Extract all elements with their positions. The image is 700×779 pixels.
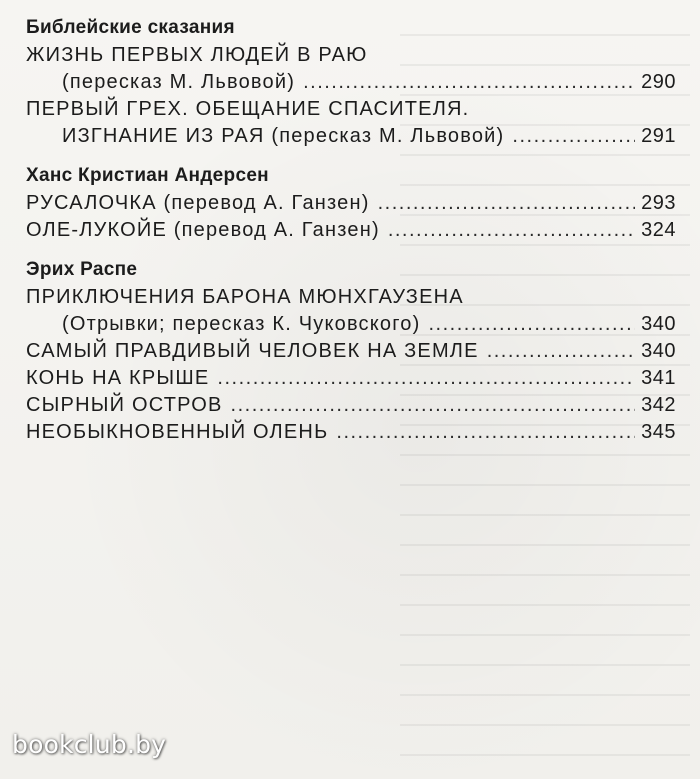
page-number: 324: [641, 219, 676, 241]
toc-entry: [26, 365, 676, 392]
toc-entry: [26, 217, 676, 244]
entry-subtitle: (Отрывки; пересказ К. Чуковского): [62, 313, 421, 335]
dot-leader: [512, 123, 635, 150]
entry-title: СЫРНЫЙ ОСТРОВ: [26, 394, 223, 416]
section-author: Эрих Распе: [26, 259, 138, 280]
toc-section: [26, 16, 676, 150]
entry-title: САМЫЙ ПРАВДИВЫЙ ЧЕЛОВЕК НА ЗЕМЛЕ: [26, 340, 479, 362]
entry-title: ПРИКЛЮЧЕНИЯ БАРОНА МЮНХГАУЗЕНА: [26, 286, 464, 308]
page-number: 291: [641, 125, 676, 147]
toc-section: [26, 258, 676, 446]
entry-title: КОНЬ НА КРЫШЕ: [26, 367, 210, 389]
dot-leader: [231, 392, 636, 419]
toc-section: [26, 164, 676, 244]
table-of-contents: [26, 16, 676, 460]
dot-leader: [388, 217, 635, 244]
page-number: 340: [641, 340, 676, 362]
dot-leader: [336, 419, 635, 446]
entry-title: ПЕРВЫЙ ГРЕХ. ОБЕЩАНИЕ СПАСИТЕЛЯ.: [26, 98, 470, 120]
toc-entry: [26, 42, 676, 96]
entry-title: РУСАЛОЧКА (перевод А. Ганзен): [26, 192, 370, 214]
toc-entry: [26, 96, 676, 150]
dot-leader: [428, 311, 635, 338]
section-author: Библейские сказания: [26, 17, 235, 38]
toc-entry: [26, 284, 676, 338]
toc-entry: [26, 392, 676, 419]
dot-leader: [487, 338, 635, 365]
entry-title: НЕОБЫКНОВЕННЫЙ ОЛЕНЬ: [26, 421, 329, 443]
dot-leader: [303, 69, 635, 96]
toc-entry: [26, 190, 676, 217]
toc-entry: [26, 419, 676, 446]
entry-subtitle: ИЗГНАНИЕ ИЗ РАЯ (пересказ М. Львовой): [62, 125, 505, 147]
section-author: Ханс Кристиан Андерсен: [26, 165, 269, 186]
toc-entry: [26, 338, 676, 365]
entry-title: ОЛЕ-ЛУКОЙЕ (перевод А. Ганзен): [26, 219, 380, 241]
page-number: 340: [641, 313, 676, 335]
page-number: 290: [641, 71, 676, 93]
entry-title: ЖИЗНЬ ПЕРВЫХ ЛЮДЕЙ В РАЮ: [26, 44, 368, 66]
page-number: 293: [641, 192, 676, 214]
dot-leader: [217, 365, 635, 392]
page-number: 342: [641, 394, 676, 416]
watermark: bookclub.by: [12, 730, 167, 759]
page-number: 341: [641, 367, 676, 389]
dot-leader: [378, 190, 636, 217]
entry-subtitle: (пересказ М. Львовой): [62, 71, 296, 93]
page-number: 345: [641, 421, 676, 443]
